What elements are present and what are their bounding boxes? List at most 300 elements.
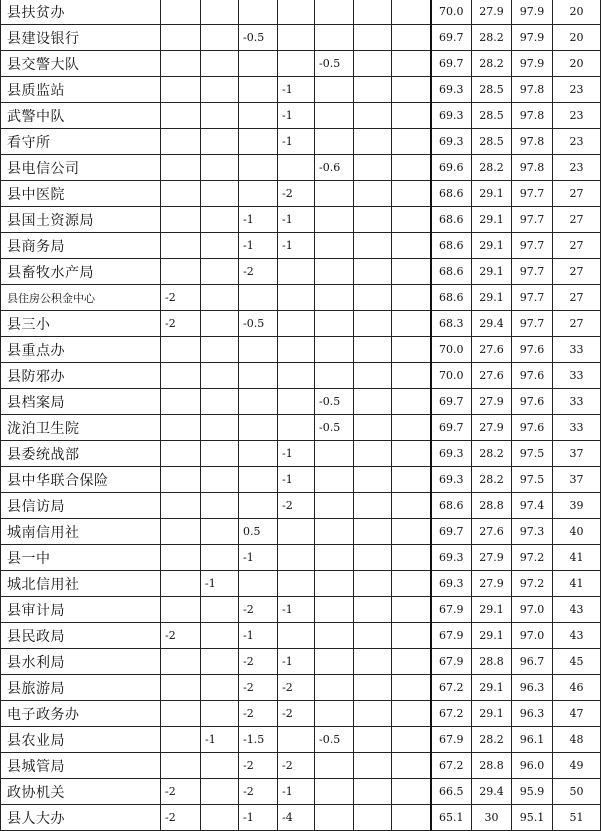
total-score-cell: 97.7 [512, 207, 553, 233]
table-row [1, 77, 601, 103]
deduction-cell-6 [354, 285, 392, 311]
deduction-cell-7 [392, 493, 431, 519]
deduction-cell-7 [392, 805, 431, 831]
score-cell-2: 28.8 [472, 493, 512, 519]
unit-name-cell: 县一中 [1, 545, 161, 571]
deduction-cell-5 [315, 259, 354, 285]
total-score-cell: 97.2 [512, 545, 553, 571]
score-cell-2: 28.2 [472, 51, 512, 77]
total-score-cell: 97.8 [512, 77, 553, 103]
table-row [1, 337, 601, 363]
deduction-cell-6 [354, 389, 392, 415]
unit-name-cell: 泷泊卫生院 [1, 415, 161, 441]
deduction-cell-2 [201, 0, 239, 25]
deduction-cell-5 [315, 441, 354, 467]
deduction-cell-6 [354, 233, 392, 259]
deduction-cell-5 [315, 805, 354, 831]
rank-cell: 48 [553, 727, 601, 753]
score-cell-1: 69.3 [431, 571, 472, 597]
score-cell-1: 70.0 [431, 363, 472, 389]
table-row [1, 623, 601, 649]
score-cell-1: 69.3 [431, 467, 472, 493]
score-cell-1: 68.6 [431, 233, 472, 259]
deduction-cell-5 [315, 77, 354, 103]
deduction-cell-1 [161, 571, 201, 597]
score-cell-2: 29.1 [472, 259, 512, 285]
deduction-cell-4: -1 [278, 103, 315, 129]
deduction-cell-5: -0.5 [315, 415, 354, 441]
rank-cell: 51 [553, 805, 601, 831]
deduction-cell-4 [278, 155, 315, 181]
deduction-cell-4 [278, 363, 315, 389]
deduction-cell-7 [392, 103, 431, 129]
deduction-cell-1 [161, 727, 201, 753]
deduction-cell-4: -1 [278, 467, 315, 493]
deduction-cell-1 [161, 129, 201, 155]
table-row [1, 233, 601, 259]
deduction-cell-4: -1 [278, 649, 315, 675]
rank-cell: 23 [553, 77, 601, 103]
table-row [1, 519, 601, 545]
deduction-cell-6 [354, 259, 392, 285]
deduction-cell-5: -0.6 [315, 155, 354, 181]
total-score-cell: 97.9 [512, 0, 553, 25]
score-cell-1: 69.3 [431, 129, 472, 155]
score-cell-2: 29.1 [472, 181, 512, 207]
score-cell-1: 69.7 [431, 415, 472, 441]
deduction-cell-5: -0.5 [315, 389, 354, 415]
deduction-cell-2 [201, 441, 239, 467]
deduction-cell-5: -0.5 [315, 727, 354, 753]
unit-name-cell: 县中华联合保险 [1, 467, 161, 493]
score-cell-1: 69.3 [431, 545, 472, 571]
table-row [1, 701, 601, 727]
rank-cell: 37 [553, 441, 601, 467]
unit-name-cell: 县民政局 [1, 623, 161, 649]
score-cell-2: 28.2 [472, 441, 512, 467]
deduction-cell-4 [278, 545, 315, 571]
deduction-cell-1 [161, 545, 201, 571]
score-cell-2: 27.9 [472, 571, 512, 597]
score-cell-2: 29.1 [472, 675, 512, 701]
deduction-cell-1 [161, 675, 201, 701]
deduction-cell-3 [239, 103, 278, 129]
rank-cell: 27 [553, 311, 601, 337]
rank-cell: 37 [553, 467, 601, 493]
unit-name-cell: 县水利局 [1, 649, 161, 675]
deduction-cell-4 [278, 623, 315, 649]
score-cell-1: 68.6 [431, 181, 472, 207]
deduction-cell-6 [354, 545, 392, 571]
deduction-cell-3 [239, 441, 278, 467]
deduction-cell-7 [392, 571, 431, 597]
deduction-cell-5 [315, 493, 354, 519]
rank-cell: 33 [553, 389, 601, 415]
score-cell-1: 69.6 [431, 155, 472, 181]
deduction-cell-1 [161, 207, 201, 233]
deduction-cell-2 [201, 805, 239, 831]
deduction-cell-4 [278, 0, 315, 25]
table-row [1, 727, 601, 753]
deduction-cell-2 [201, 77, 239, 103]
deduction-cell-6 [354, 753, 392, 779]
deduction-cell-4: -2 [278, 493, 315, 519]
unit-name-cell: 政协机关 [1, 779, 161, 805]
deduction-cell-1 [161, 181, 201, 207]
deduction-cell-4 [278, 259, 315, 285]
table-row [1, 753, 601, 779]
deduction-cell-4: -1 [278, 597, 315, 623]
rank-cell: 33 [553, 415, 601, 441]
deduction-cell-2 [201, 311, 239, 337]
total-score-cell: 96.1 [512, 727, 553, 753]
total-score-cell: 97.8 [512, 129, 553, 155]
score-cell-2: 27.6 [472, 337, 512, 363]
deduction-cell-3 [239, 337, 278, 363]
deduction-cell-2 [201, 493, 239, 519]
rank-cell: 40 [553, 519, 601, 545]
deduction-cell-3 [239, 181, 278, 207]
table-row [1, 597, 601, 623]
score-cell-1: 69.7 [431, 389, 472, 415]
deduction-cell-5 [315, 25, 354, 51]
score-cell-2: 29.1 [472, 233, 512, 259]
unit-name-cell: 县防邪办 [1, 363, 161, 389]
deduction-cell-4 [278, 311, 315, 337]
score-cell-2: 29.1 [472, 285, 512, 311]
score-cell-1: 67.2 [431, 701, 472, 727]
score-cell-1: 65.1 [431, 805, 472, 831]
rank-cell: 20 [553, 25, 601, 51]
deduction-cell-6 [354, 181, 392, 207]
deduction-cell-2 [201, 233, 239, 259]
score-cell-2: 27.9 [472, 415, 512, 441]
deduction-cell-2 [201, 129, 239, 155]
total-score-cell: 97.7 [512, 311, 553, 337]
score-cell-1: 67.9 [431, 623, 472, 649]
deduction-cell-6 [354, 363, 392, 389]
total-score-cell: 96.7 [512, 649, 553, 675]
score-cell-2: 27.9 [472, 0, 512, 25]
deduction-cell-3: -2 [239, 701, 278, 727]
score-cell-1: 69.7 [431, 25, 472, 51]
rank-cell: 23 [553, 155, 601, 181]
deduction-cell-3: -1 [239, 805, 278, 831]
deduction-cell-4: -2 [278, 181, 315, 207]
total-score-cell: 97.8 [512, 103, 553, 129]
deduction-cell-2 [201, 389, 239, 415]
deduction-cell-7 [392, 519, 431, 545]
deduction-cell-4: -1 [278, 233, 315, 259]
score-cell-2: 28.2 [472, 25, 512, 51]
deduction-cell-5 [315, 571, 354, 597]
unit-name-cell: 武警中队 [1, 103, 161, 129]
deduction-cell-7 [392, 129, 431, 155]
rank-cell: 45 [553, 649, 601, 675]
total-score-cell: 97.9 [512, 25, 553, 51]
unit-name-cell: 县国土资源局 [1, 207, 161, 233]
score-cell-2: 29.1 [472, 597, 512, 623]
deduction-cell-3 [239, 389, 278, 415]
deduction-cell-2 [201, 25, 239, 51]
rank-cell: 41 [553, 545, 601, 571]
deduction-cell-4: -1 [278, 129, 315, 155]
deduction-cell-5 [315, 337, 354, 363]
unit-name-cell: 城北信用社 [1, 571, 161, 597]
score-cell-2: 28.2 [472, 467, 512, 493]
deduction-cell-1 [161, 649, 201, 675]
deduction-cell-5 [315, 311, 354, 337]
deduction-cell-6 [354, 415, 392, 441]
deduction-cell-2 [201, 649, 239, 675]
deduction-cell-1: -2 [161, 779, 201, 805]
unit-name-cell: 县畜牧水产局 [1, 259, 161, 285]
deduction-cell-7 [392, 285, 431, 311]
deduction-cell-5 [315, 363, 354, 389]
deduction-cell-6 [354, 207, 392, 233]
deduction-cell-7 [392, 0, 431, 25]
unit-name-cell: 县重点办 [1, 337, 161, 363]
deduction-cell-3 [239, 363, 278, 389]
deduction-cell-6 [354, 493, 392, 519]
score-cell-2: 28.2 [472, 155, 512, 181]
total-score-cell: 97.6 [512, 363, 553, 389]
unit-name-cell: 城南信用社 [1, 519, 161, 545]
score-cell-1: 70.0 [431, 0, 472, 25]
table-row [1, 467, 601, 493]
deduction-cell-6 [354, 571, 392, 597]
total-score-cell: 97.6 [512, 337, 553, 363]
deduction-cell-5 [315, 285, 354, 311]
table-row [1, 0, 601, 25]
deduction-cell-4 [278, 571, 315, 597]
table-row [1, 259, 601, 285]
total-score-cell: 97.7 [512, 285, 553, 311]
rank-cell: 27 [553, 207, 601, 233]
deduction-cell-5 [315, 701, 354, 727]
deduction-cell-7 [392, 415, 431, 441]
deduction-cell-7 [392, 259, 431, 285]
deduction-cell-2: -1 [201, 727, 239, 753]
score-cell-2: 27.9 [472, 545, 512, 571]
deduction-cell-1: -2 [161, 623, 201, 649]
deduction-cell-4: -1 [278, 77, 315, 103]
deduction-cell-5 [315, 753, 354, 779]
deduction-cell-7 [392, 77, 431, 103]
unit-name-cell: 县三小 [1, 311, 161, 337]
deduction-cell-7 [392, 311, 431, 337]
deduction-cell-6 [354, 129, 392, 155]
total-score-cell: 97.7 [512, 181, 553, 207]
deduction-cell-6 [354, 675, 392, 701]
score-cell-1: 69.3 [431, 77, 472, 103]
total-score-cell: 97.2 [512, 571, 553, 597]
deduction-cell-7 [392, 155, 431, 181]
total-score-cell: 97.0 [512, 597, 553, 623]
score-cell-1: 67.9 [431, 597, 472, 623]
total-score-cell: 97.0 [512, 623, 553, 649]
rank-cell: 27 [553, 259, 601, 285]
unit-name-cell: 县住房公积金中心 [1, 285, 161, 311]
deduction-cell-3 [239, 129, 278, 155]
deduction-cell-6 [354, 701, 392, 727]
deduction-cell-6 [354, 103, 392, 129]
deduction-cell-3: -2 [239, 259, 278, 285]
unit-name-cell: 县委统战部 [1, 441, 161, 467]
deduction-cell-5 [315, 519, 354, 545]
deduction-cell-3: -2 [239, 779, 278, 805]
rank-cell: 33 [553, 337, 601, 363]
deduction-cell-1 [161, 259, 201, 285]
deduction-cell-7 [392, 441, 431, 467]
deduction-cell-1 [161, 103, 201, 129]
deduction-cell-6 [354, 805, 392, 831]
score-cell-1: 67.2 [431, 675, 472, 701]
score-cell-2: 29.1 [472, 207, 512, 233]
total-score-cell: 96.0 [512, 753, 553, 779]
deduction-cell-5 [315, 623, 354, 649]
score-cell-1: 68.6 [431, 207, 472, 233]
rank-cell: 33 [553, 363, 601, 389]
table-row [1, 181, 601, 207]
deduction-cell-2 [201, 51, 239, 77]
total-score-cell: 97.6 [512, 389, 553, 415]
unit-name-cell: 县审计局 [1, 597, 161, 623]
total-score-cell: 97.6 [512, 415, 553, 441]
deduction-cell-4 [278, 25, 315, 51]
deduction-cell-2 [201, 259, 239, 285]
unit-name-cell: 县扶贫办 [1, 0, 161, 25]
score-cell-1: 69.3 [431, 103, 472, 129]
deduction-cell-4: -2 [278, 675, 315, 701]
total-score-cell: 97.8 [512, 155, 553, 181]
score-cell-2: 29.1 [472, 701, 512, 727]
rank-cell: 49 [553, 753, 601, 779]
deduction-cell-4 [278, 51, 315, 77]
score-cell-2: 28.2 [472, 727, 512, 753]
total-score-cell: 97.9 [512, 51, 553, 77]
deduction-cell-2 [201, 467, 239, 493]
deduction-cell-7 [392, 779, 431, 805]
table-row [1, 207, 601, 233]
deduction-cell-7 [392, 363, 431, 389]
deduction-cell-1 [161, 467, 201, 493]
rank-cell: 23 [553, 103, 601, 129]
rank-cell: 50 [553, 779, 601, 805]
deduction-cell-7 [392, 51, 431, 77]
deduction-cell-4 [278, 519, 315, 545]
deduction-cell-1 [161, 25, 201, 51]
score-cell-1: 67.2 [431, 753, 472, 779]
deduction-cell-5 [315, 545, 354, 571]
deduction-cell-4 [278, 285, 315, 311]
score-cell-1: 67.9 [431, 727, 472, 753]
deduction-cell-3 [239, 0, 278, 25]
deduction-cell-2 [201, 701, 239, 727]
unit-name-cell: 县交警大队 [1, 51, 161, 77]
deduction-cell-7 [392, 753, 431, 779]
score-table-body [1, 0, 601, 831]
deduction-cell-3 [239, 51, 278, 77]
deduction-cell-6 [354, 311, 392, 337]
deduction-cell-1 [161, 0, 201, 25]
table-row [1, 571, 601, 597]
deduction-cell-3 [239, 77, 278, 103]
total-score-cell: 96.3 [512, 701, 553, 727]
deduction-cell-4: -1 [278, 779, 315, 805]
score-cell-2: 28.8 [472, 649, 512, 675]
table-row [1, 415, 601, 441]
total-score-cell: 97.7 [512, 259, 553, 285]
deduction-cell-1: -2 [161, 805, 201, 831]
unit-name-cell: 县商务局 [1, 233, 161, 259]
deduction-cell-3: -1 [239, 233, 278, 259]
deduction-cell-1 [161, 389, 201, 415]
deduction-cell-2 [201, 363, 239, 389]
score-cell-2: 28.5 [472, 77, 512, 103]
deduction-cell-3 [239, 415, 278, 441]
deduction-cell-3: -2 [239, 753, 278, 779]
deduction-cell-7 [392, 597, 431, 623]
deduction-cell-5 [315, 233, 354, 259]
score-cell-1: 66.5 [431, 779, 472, 805]
deduction-cell-4 [278, 415, 315, 441]
deduction-cell-3 [239, 285, 278, 311]
deduction-cell-7 [392, 467, 431, 493]
deduction-cell-5 [315, 597, 354, 623]
deduction-cell-1 [161, 155, 201, 181]
unit-name-cell: 县质监站 [1, 77, 161, 103]
deduction-cell-4 [278, 389, 315, 415]
deduction-cell-2 [201, 415, 239, 441]
deduction-cell-2 [201, 519, 239, 545]
deduction-cell-7 [392, 389, 431, 415]
deduction-cell-4: -1 [278, 207, 315, 233]
deduction-cell-3: -0.5 [239, 25, 278, 51]
table-row [1, 779, 601, 805]
score-cell-2: 27.9 [472, 389, 512, 415]
deduction-cell-6 [354, 77, 392, 103]
score-cell-1: 67.9 [431, 649, 472, 675]
unit-name-cell: 县人大办 [1, 805, 161, 831]
deduction-cell-1 [161, 337, 201, 363]
deduction-cell-4 [278, 337, 315, 363]
rank-cell: 46 [553, 675, 601, 701]
deduction-cell-7 [392, 727, 431, 753]
unit-name-cell: 县信访局 [1, 493, 161, 519]
deduction-cell-1 [161, 597, 201, 623]
table-row [1, 649, 601, 675]
deduction-cell-2 [201, 779, 239, 805]
deduction-cell-1 [161, 233, 201, 259]
deduction-cell-3: 0.5 [239, 519, 278, 545]
deduction-cell-7 [392, 545, 431, 571]
deduction-cell-5 [315, 649, 354, 675]
rank-cell: 43 [553, 623, 601, 649]
deduction-cell-1 [161, 51, 201, 77]
deduction-cell-3: -0.5 [239, 311, 278, 337]
table-row [1, 103, 601, 129]
unit-name-cell: 县旅游局 [1, 675, 161, 701]
total-score-cell: 97.5 [512, 467, 553, 493]
deduction-cell-7 [392, 701, 431, 727]
deduction-cell-3 [239, 467, 278, 493]
rank-cell: 27 [553, 233, 601, 259]
deduction-cell-2 [201, 597, 239, 623]
deduction-cell-4: -2 [278, 753, 315, 779]
deduction-cell-2 [201, 675, 239, 701]
deduction-cell-5: -0.5 [315, 51, 354, 77]
